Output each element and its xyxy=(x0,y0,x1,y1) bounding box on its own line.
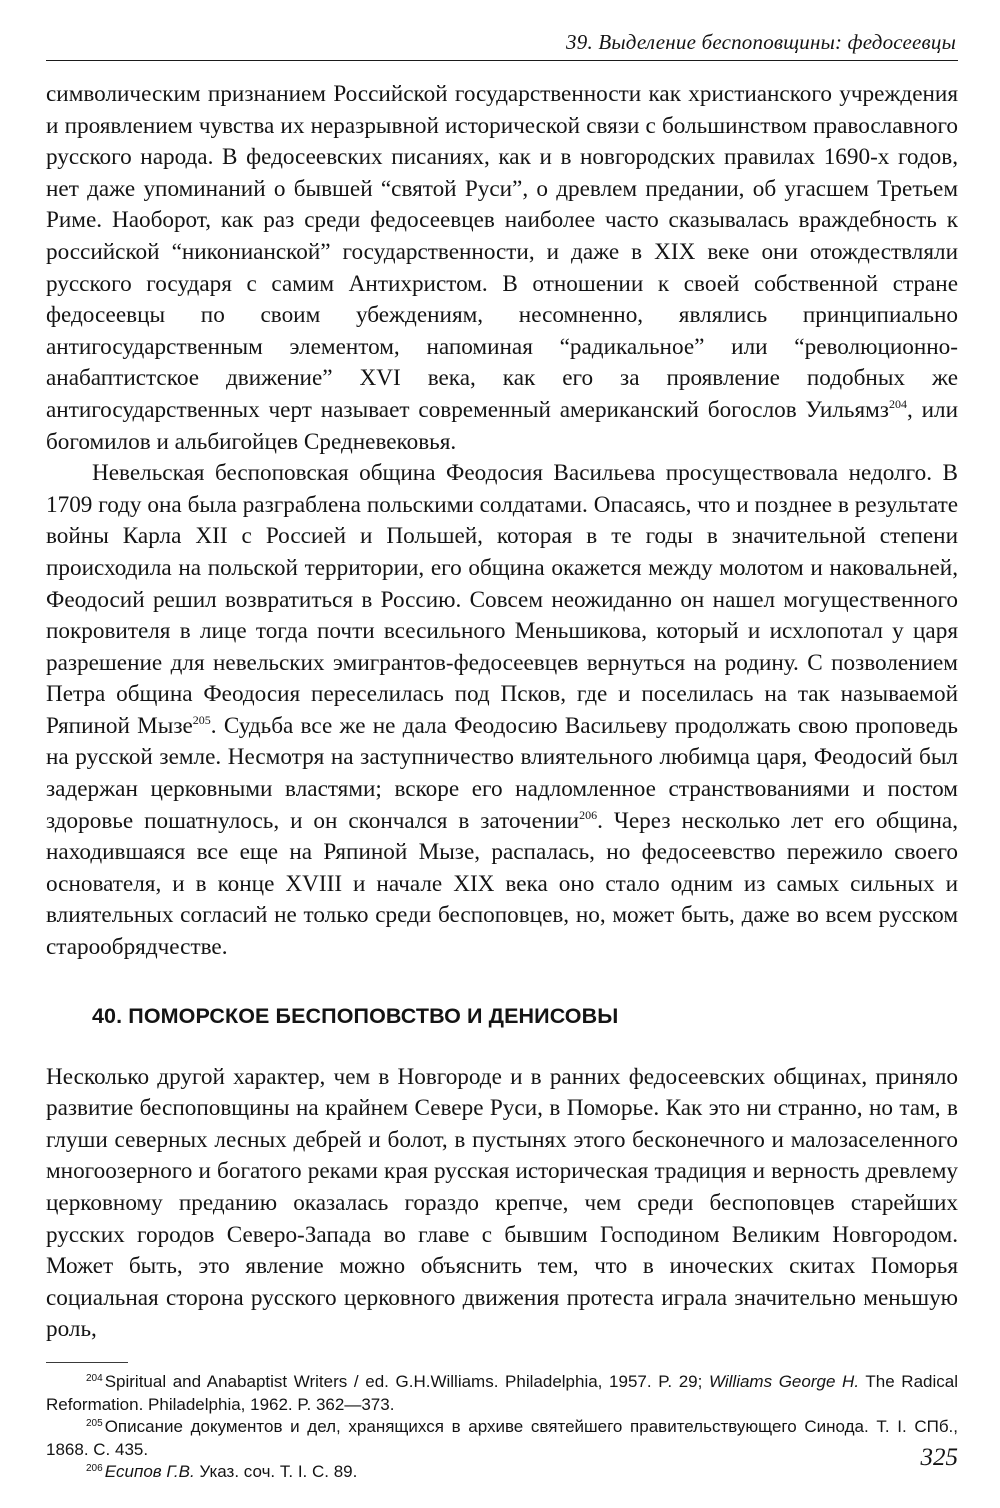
header-rule xyxy=(46,60,958,61)
footnote-text: The Radical Reformation. Philadelphia, 1962. P. 362—373. xyxy=(46,1371,958,1414)
footnote-206 xyxy=(46,1461,958,1484)
paragraph-continuation xyxy=(46,79,958,458)
footnote-text: Spiritual and Anabaptist Writers / ed. G.H.Williams. Philadelphia, 1957. P. 29; xyxy=(104,1371,709,1391)
footnote-number: 204 xyxy=(86,1372,103,1384)
footnote-number: 206 xyxy=(86,1463,103,1475)
footnote-text: Описание документов и дел, хранящихся в архиве святейшего правительствующего Синода. Т. I. СПб., 1868. С. 435. xyxy=(46,1417,958,1459)
paragraph-nevel-community xyxy=(46,458,958,964)
running-title: 39. Выделение беспоповщины: федосеевцы xyxy=(566,30,956,54)
section-heading: 40. ПОМОРСКОЕ БЕСПОПОВСТВО И ДЕНИСОВЫ xyxy=(92,1003,619,1028)
paragraph-text: символическим признанием Российской государственности как христианского учреждения и проявлением чувства их неразрывной исторической связи с большинством православного русского народа. В федосеевских писаниях, как и в новгородских правилах 1690-х годов, нет даже упоминаний о бывшей “святой Руси”, о древлем предании, об угасшем Третьем Риме. Наоборот, как раз среди федосеевцев наиболее часто сказывалась враждебность к российской “никонианской” государственности, и даже в XIX веке они отождествляли русского государя с самим Антихристом. В отношении к своей собственной стране федосеевцы по своим убеждениям, несомненно, являлись принципиально антигосударственным элементом, напоминая “радикальное” или “революционно-анабаптистское движение” XVI века, как его за проявление подобных же антигосударственных черт называет современный американский богослов Уильямз xyxy=(46,81,958,423)
paragraph-text: . Через несколько лет его община, находившаяся все еще на Ряпиной Мызе, распалась, но федосеевство пережило своего основателя, и в конце XVIII и начале XIX века оно стало одним из самых сильных и влиятельных согласий не только среди беспоповцев, но, может быть, даже во всем русском старообрядчестве. xyxy=(46,807,958,961)
footnote-ref-206[interactable]: 206 xyxy=(579,807,598,822)
chapter-body xyxy=(46,79,958,964)
footnotes xyxy=(46,1371,958,1484)
footnote-204 xyxy=(46,1371,958,1416)
footnote-ref-205[interactable]: 205 xyxy=(192,712,211,727)
section-body xyxy=(46,1062,958,1346)
page-number: 325 xyxy=(920,1444,958,1471)
footnote-text: Указ. соч. Т. I. С. 89. xyxy=(194,1462,358,1482)
paragraph-text: . Судьба все же не дала Феодосию Васильеву продолжать свою проповедь на русской земле. Несмотря на заступничество влиятельного любимца царя, Феодосий был задержан церковными властями; вскоре его надломленное странствованиями и постом здоровье пошатнулось, и он скончался в заточении xyxy=(46,712,958,834)
book-page xyxy=(46,28,958,1484)
paragraph-text: , или богомилов и альбигойцев Средневековья. xyxy=(46,396,958,455)
footnote-author: Williams George H. xyxy=(708,1371,860,1391)
paragraph-pomorye: Несколько другой характер, чем в Новгороде и в ранних федосеевских общинах, приняло развитие беспоповщины на крайнем Севере Руси, в Поморье. Как это ни странно, но там, в глуши северных лесных дебрей и болот, в пустынях этого бесконечного и малозаселенного многоозерного и богатого реками края русская историческая традиция и верность древлему церковному преданию оказалась гораздо крепче, чем среди беспоповцев старейших русских городов Северо-Запада во главе с бывшим Господином Великим Новгородом. Может быть, это явление можно объяснить тем, что в иноческих скитах Поморья социальная сторона русского церковного движения протеста играла значительно меньшую роль, xyxy=(46,1063,958,1343)
footnote-separator xyxy=(46,1362,128,1363)
footnote-ref-204[interactable]: 204 xyxy=(888,396,907,411)
footnote-author: Есипов Г.В. xyxy=(104,1462,195,1482)
footnote-number: 205 xyxy=(86,1418,103,1430)
footnote-205 xyxy=(46,1416,958,1461)
paragraph-text: Невельская беспоповская община Феодосия Васильева просуществовала недолго. В 1709 году она была разграблена польскими солдатами. Опасаясь, что и позднее в результате войны Карла XII с Россией и Польшей, которая в те годы в значительной степени происходила на польской территории, его община окажется между молотом и наковальней, Феодосий решил возвратиться в Россию. Совсем неожиданно он нашел могущественного покровителя в лице тогда почти всесильного Меньшикова, который и исхлопотал у царя разрешение для невельских эмигрантов-федосеевцев вернуться на родину. С позволением Петра община Феодосия переселилась под Псков, где и поселилась на так называемой Ряпиной Мызе xyxy=(46,460,958,739)
